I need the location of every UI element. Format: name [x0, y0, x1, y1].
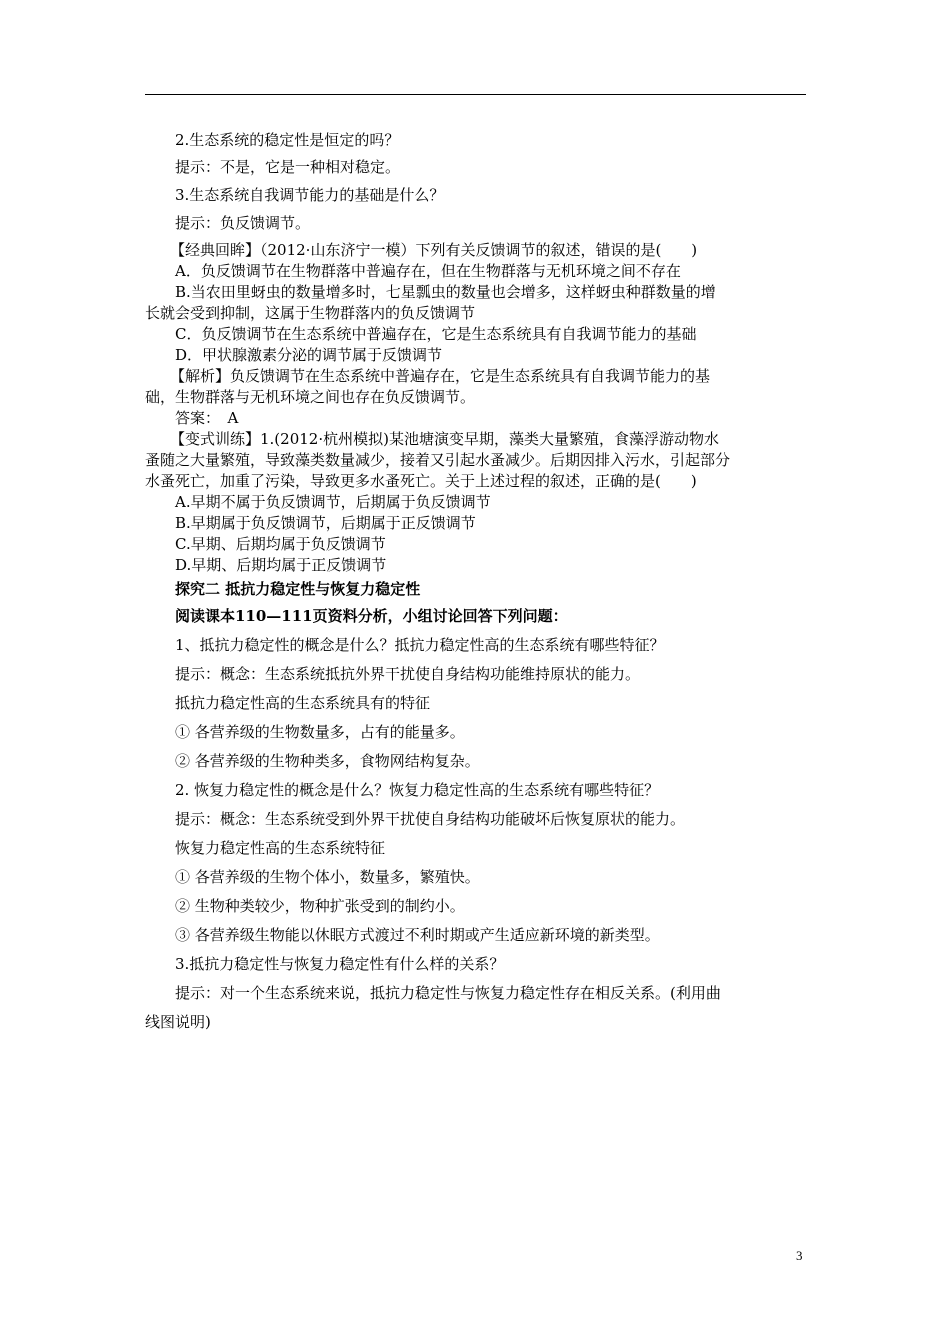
text-line: A.早期不属于负反馈调节，后期属于负反馈调节 — [175, 493, 491, 511]
text-line: C．负反馈调节在生态系统中普遍存在，它是生态系统具有自我调节能力的基础 — [175, 325, 697, 343]
text-line: 2.生态系统的稳定性是恒定的吗？ — [175, 131, 400, 149]
header-rule — [145, 94, 806, 95]
text-line: 3.抵抗力稳定性与恢复力稳定性有什么样的关系？ — [175, 955, 505, 973]
text-line: 提示：负反馈调节。 — [175, 214, 311, 232]
section-instruction: 阅读课本110—111页资料分析，小组讨论回答下列问题： — [175, 607, 568, 625]
text-line: 答案： A — [175, 409, 239, 427]
text-line: ② 生物种类较少，物种扩张受到的制约小。 — [175, 897, 465, 915]
text-line: ① 各营养级的生物数量多，占有的能量多。 — [175, 723, 465, 741]
text-line: 蚤随之大量繁殖，导致藻类数量减少，接着又引起水蚤减少。后期因排入污水，引起部分 — [145, 451, 731, 469]
section-heading: 探究二 抵抗力稳定性与恢复力稳定性 — [175, 580, 421, 598]
text-line: D．甲状腺激素分泌的调节属于反馈调节 — [175, 346, 443, 364]
text-line: 提示：不是，它是一种相对稳定。 — [175, 158, 401, 176]
page-number: 3 — [796, 1248, 803, 1263]
text-line: 抵抗力稳定性高的生态系统具有的特征 — [175, 694, 431, 712]
text-line: 提示：概念：生态系统受到外界干扰使自身结构功能破坏后恢复原状的能力。 — [175, 810, 686, 828]
text-line: A．负反馈调节在生物群落中普遍存在，但在生物群落与无机环境之间不存在 — [175, 262, 681, 280]
text-line: 提示：概念：生态系统抵抗外界干扰使自身结构功能维持原状的能力。 — [175, 665, 641, 683]
text-line: 水蚤死亡，加重了污染，导致更多水蚤死亡。关于上述过程的叙述，正确的是( ) — [145, 472, 697, 490]
text-line: 【变式训练】1.(2012·杭州模拟)某池塘演变早期，藻类大量繁殖，食藻浮游动物水 — [170, 430, 719, 448]
text-line: 提示：对一个生态系统来说，抵抗力稳定性与恢复力稳定性存在相反关系。(利用曲 — [175, 984, 721, 1002]
text-line: C.早期、后期均属于负反馈调节 — [175, 535, 386, 553]
text-line: B.当农田里蚜虫的数量增多时，七星瓢虫的数量也会增多，这样蚜虫种群数量的增 — [175, 283, 716, 301]
text-line: 3.生态系统自我调节能力的基础是什么？ — [175, 186, 445, 204]
text-line: 恢复力稳定性高的生态系统特征 — [175, 839, 386, 857]
text-line: 长就会受到抑制，这属于生物群落内的负反馈调节 — [145, 304, 476, 322]
text-line: B.早期属于负反馈调节，后期属于正反馈调节 — [175, 514, 476, 532]
text-line: ③ 各营养级生物能以休眠方式渡过不利时期或产生适应新环境的新类型。 — [175, 926, 660, 944]
text-line: 础，生物群落与无机环境之间也存在负反馈调节。 — [145, 388, 476, 406]
text-line: ① 各营养级的生物个体小，数量多，繁殖快。 — [175, 868, 480, 886]
text-line: 【解析】负反馈调节在生态系统中普遍存在，它是生态系统具有自我调节能力的基 — [170, 367, 711, 385]
text-line: 2. 恢复力稳定性的概念是什么？恢复力稳定性高的生态系统有哪些特征？ — [175, 781, 660, 799]
text-line: 1、抵抗力稳定性的概念是什么？抵抗力稳定性高的生态系统有哪些特征？ — [175, 636, 665, 654]
text-line: 线图说明) — [145, 1013, 211, 1031]
text-line: 【经典回眸】（2012·山东济宁一模）下列有关反馈调节的叙述，错误的是( ) — [170, 241, 698, 259]
text-line: ② 各营养级的生物种类多，食物网结构复杂。 — [175, 752, 480, 770]
text-line: D.早期、后期均属于正反馈调节 — [175, 556, 387, 574]
